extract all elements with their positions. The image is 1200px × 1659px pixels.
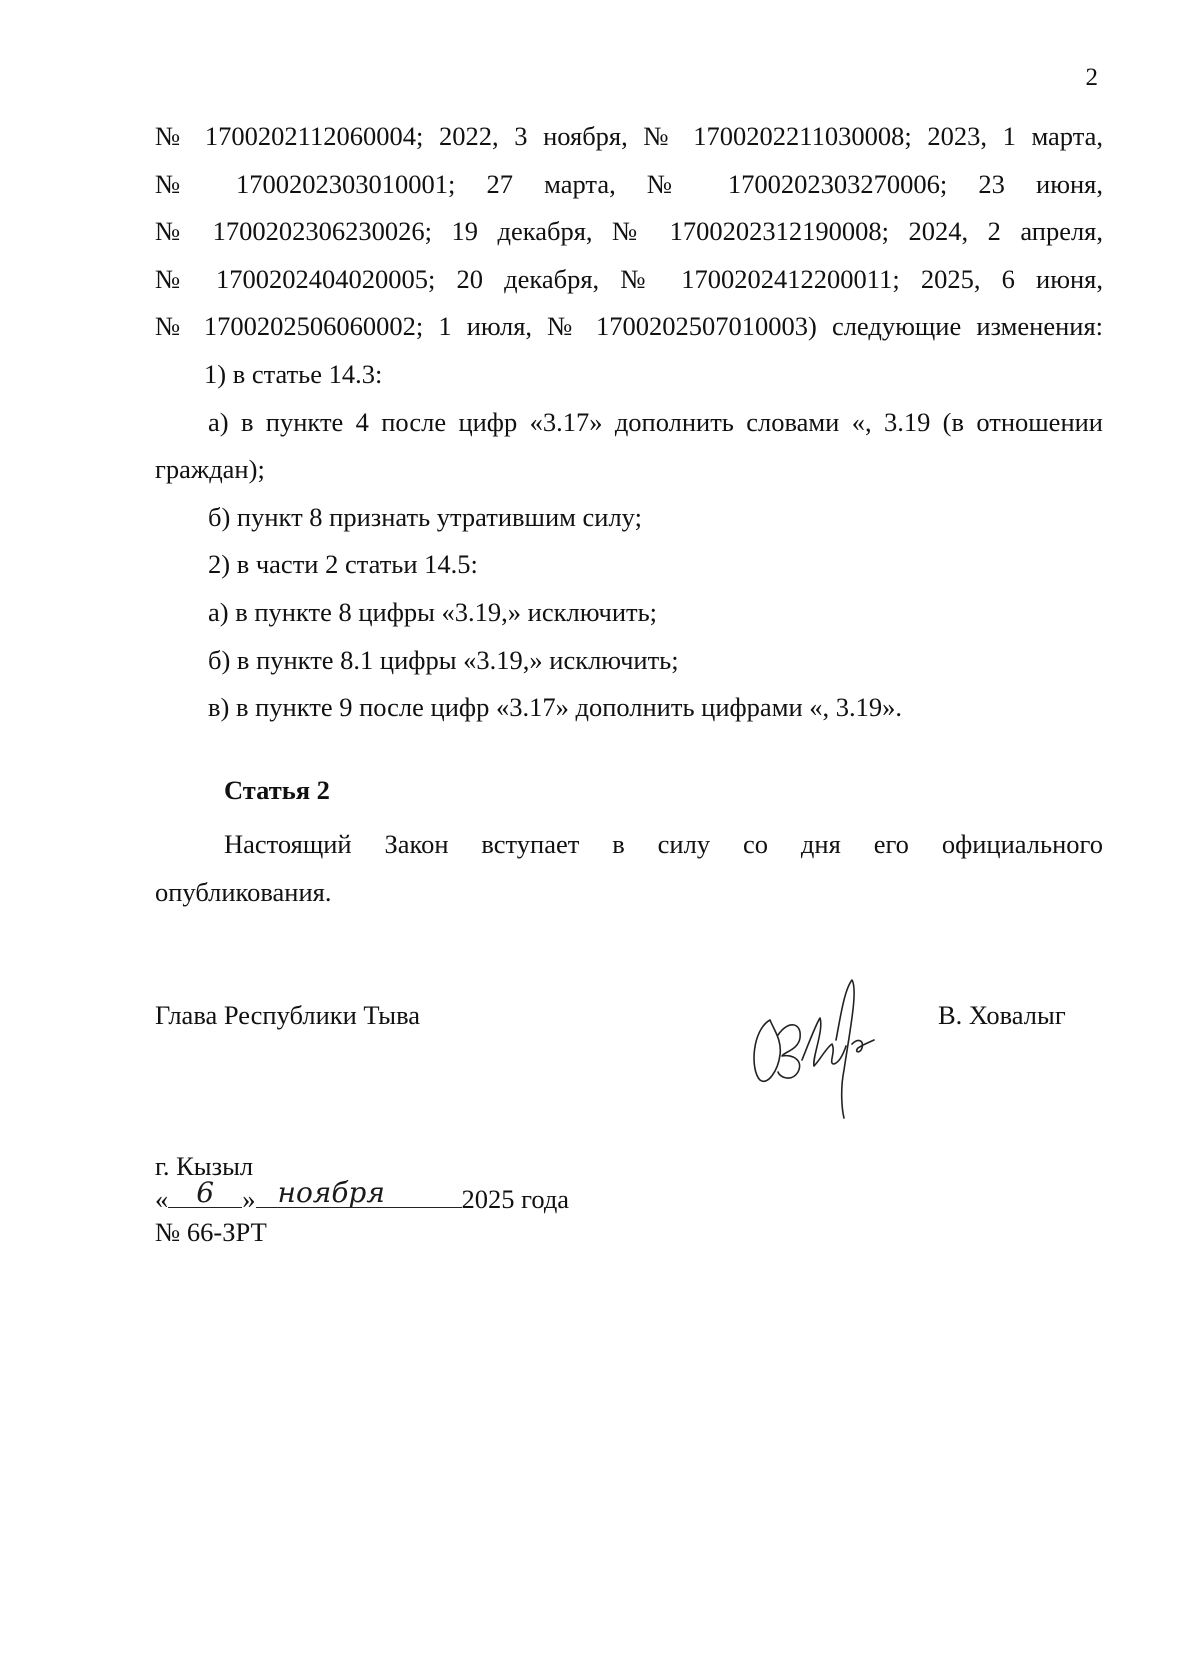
law-number: № 66-ЗРТ xyxy=(155,1217,267,1247)
item-1: 1) в статье 14.3: xyxy=(204,358,383,389)
article-2-text xyxy=(155,821,1103,916)
signatory-name: В. Ховалыг xyxy=(938,1000,1066,1030)
text-line: № 1700202306230026; 19 декабря, № 1700202312190008; 2024, 2 апреля, xyxy=(155,216,1103,247)
text-line: № 1700202506060002; 1 июля, № 1700202507010003) следующие изменения: xyxy=(155,311,1103,342)
day-blank xyxy=(168,1176,242,1209)
place-date-block xyxy=(155,1150,569,1249)
item-2: 2) в части 2 статьи 14.5: xyxy=(208,549,478,580)
text-line: № 1700202404020005; 20 декабря, № 1700202412200011; 2025, 6 июня, xyxy=(155,263,1103,294)
year-suffix: 2025 года xyxy=(461,1184,570,1214)
handwritten-day: 6 xyxy=(196,1176,215,1209)
item-2b: б) в пункте 8.1 цифры «3.19,» исключить; xyxy=(208,644,679,675)
signatory-title: Глава Республики Тыва xyxy=(155,1000,421,1030)
page-number: 2 xyxy=(1085,64,1098,91)
text-line: № 1700202303010001; 27 марта, № 1700202303270006; 23 июня, xyxy=(155,168,1103,199)
date-line xyxy=(155,1176,570,1216)
item-2c: в) в пункте 9 после цифр «3.17» дополнить цифрами «, 3.19». xyxy=(208,692,903,723)
city: г. Кызыл xyxy=(155,1151,254,1181)
month-blank xyxy=(256,1176,462,1209)
handwritten-signature xyxy=(740,960,900,1120)
article-2-line: опубликования. xyxy=(155,876,332,907)
item-1a-continuation: граждан); xyxy=(155,454,265,485)
open-quote: « xyxy=(155,1184,169,1214)
item-1a: а) в пункте 4 после цифр «3.17» дополнить словами «, 3.19 (в отношении xyxy=(208,406,1103,437)
close-quote: » xyxy=(242,1184,256,1214)
article-2-heading: Статья 2 xyxy=(224,775,330,805)
item-1b: б) пункт 8 признать утратившим силу; xyxy=(208,501,642,532)
handwritten-month: ноября xyxy=(277,1176,385,1209)
item-2a: а) в пункте 8 цифры «3.19,» исключить; xyxy=(208,596,658,627)
amendments-text xyxy=(155,113,1103,732)
text-line: № 1700202112060004; 2022, 3 ноября, № 1700202211030008; 2023, 1 марта, xyxy=(155,121,1103,151)
article-2-line: Настоящий Закон вступает в силу со дня его официального xyxy=(224,829,1103,859)
